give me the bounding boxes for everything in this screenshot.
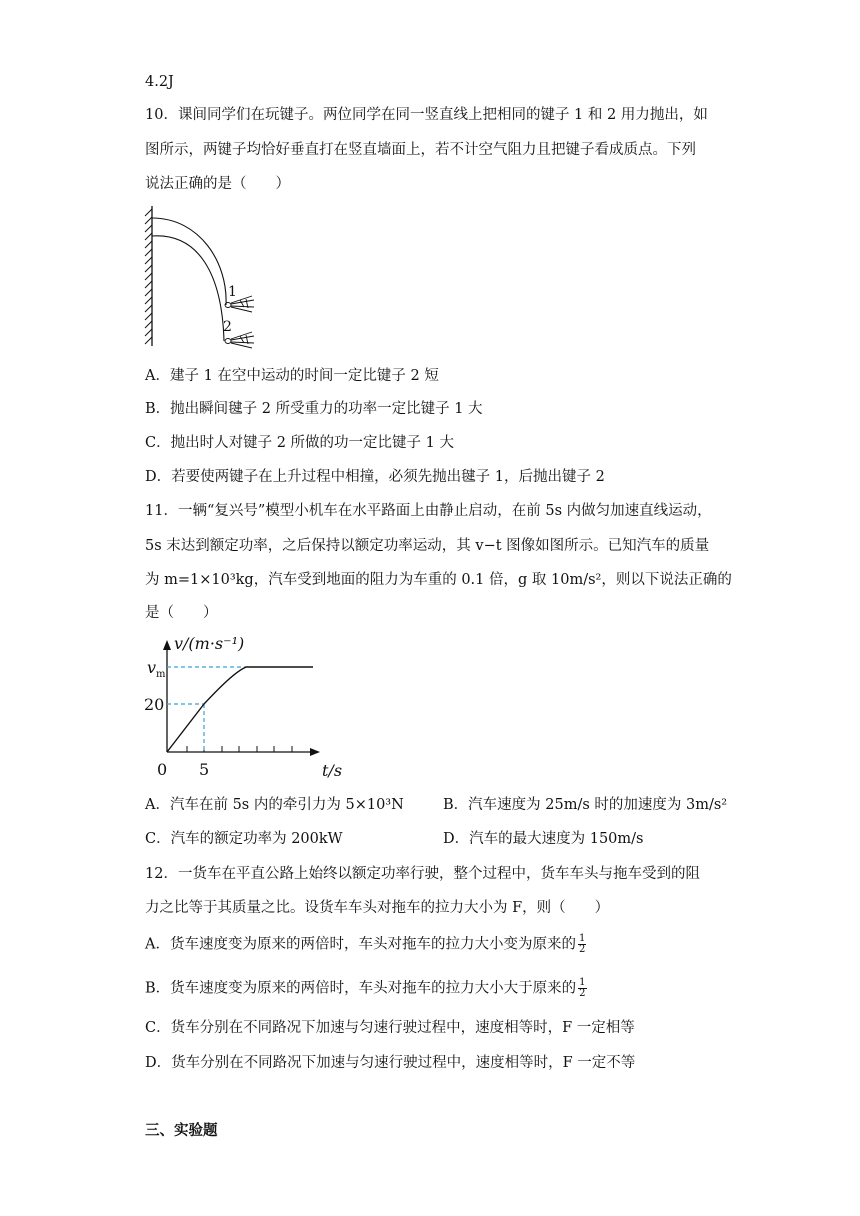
q10-option-a: A．建子 1 在空中运动的时间一定比键子 2 短: [145, 368, 439, 384]
q11-option-a: A．汽车在前 5s 内的牵引力为 5×10³N: [145, 797, 404, 813]
x-tick-5: 5: [199, 760, 210, 779]
q11-option-c: C．汽车的额定功率为 200kW: [145, 831, 343, 847]
section-title: 三、实验题: [145, 1123, 218, 1139]
fraction-one-half: $\frac{1}{2}$: [578, 933, 586, 955]
q12-option-d: D．货车分别在不同路况下加速与匀速行驶过程中，速度相等时，F 一定不等: [145, 1055, 636, 1071]
vt-curve-segment: [204, 667, 313, 704]
q10-text-line-2: 图所示，两键子均恰好垂直打在竖直墙面上，若不计空气阻力且把键子看成质点。下列: [145, 142, 696, 158]
q12-option-a: A．货车速度变为原来的两倍时，车头对拖车的拉力大小变为原来的 $\frac{1}{2}$: [145, 933, 586, 955]
q12-text-line-1: 12．一货车在平直公路上始终以额定功率行驶，整个过程中，货车车头与拖车受到的阻: [145, 866, 700, 882]
chart-ylabel: v/(m·s⁻¹): [174, 634, 245, 653]
previous-answer: 4.2J: [145, 74, 174, 90]
q10-text-line-3: 说法正确的是（ ）: [145, 176, 290, 192]
q10-option-b: B．抛出瞬间毽子 2 所受重力的功率一定比键子 1 大: [145, 401, 483, 417]
shuttlecock-label-1: 1: [228, 284, 237, 300]
q11-vt-chart: [140, 632, 355, 782]
q11-option-d: D．汽车的最大速度为 150m/s: [443, 831, 644, 847]
y-tick-20: 20: [144, 695, 165, 714]
q11-text-line-4: 是（ ）: [145, 605, 218, 621]
q11-text-line-3: 为 m=1×10³kg，汽车受到地面的阻力为车重的 0.1 倍，g 取 10m/s²，则以下说法正确的: [145, 572, 732, 588]
q12-option-c: C．货车分别在不同路况下加速与匀速行驶过程中，速度相等时，F 一定相等: [145, 1020, 635, 1036]
x-tick-0: 0: [157, 760, 168, 779]
q10-text-line-1: 10．课间同学们在玩键子。两位同学在同一竖直线上把相同的键子 1 和 2 用力抛出，如: [145, 107, 708, 123]
q12-option-b: B．货车速度变为原来的两倍时，车头对拖车的拉力大小大于原来的 $\frac{1}{2}$: [145, 977, 586, 999]
q11-text-line-2: 5s 末达到额定功率，之后保持以额定功率运动，其 v−t 图像如图所示。已知汽车的质量: [145, 538, 710, 554]
q10-option-d: D．若要使两键子在上升过程中相撞，必须先抛出毽子 1，后抛出键子 2: [145, 469, 605, 485]
chart-xlabel: t/s: [322, 761, 343, 780]
q10-option-c: C．抛出时人对键子 2 所做的功一定比键子 1 大: [145, 435, 454, 451]
q10-shuttlecock-figure: [140, 203, 270, 355]
y-tick-vm: $v_m$: [147, 658, 166, 680]
shuttlecock-label-2: 2: [223, 319, 232, 335]
q11-option-b: B．汽车速度为 25m/s 时的加速度为 3m/s²: [443, 797, 728, 813]
q11-text-line-1: 11．一辆“复兴号”模型小机车在水平路面上由静止启动，在前 5s 内做匀加速直线运动，: [145, 503, 712, 519]
vt-linear-segment: [167, 704, 204, 752]
fraction-one-half: $\frac{1}{2}$: [579, 977, 586, 999]
q12-text-line-2: 力之比等于其质量之比。设货车车头对拖车的拉力大小为 F，则（ ）: [145, 900, 610, 916]
